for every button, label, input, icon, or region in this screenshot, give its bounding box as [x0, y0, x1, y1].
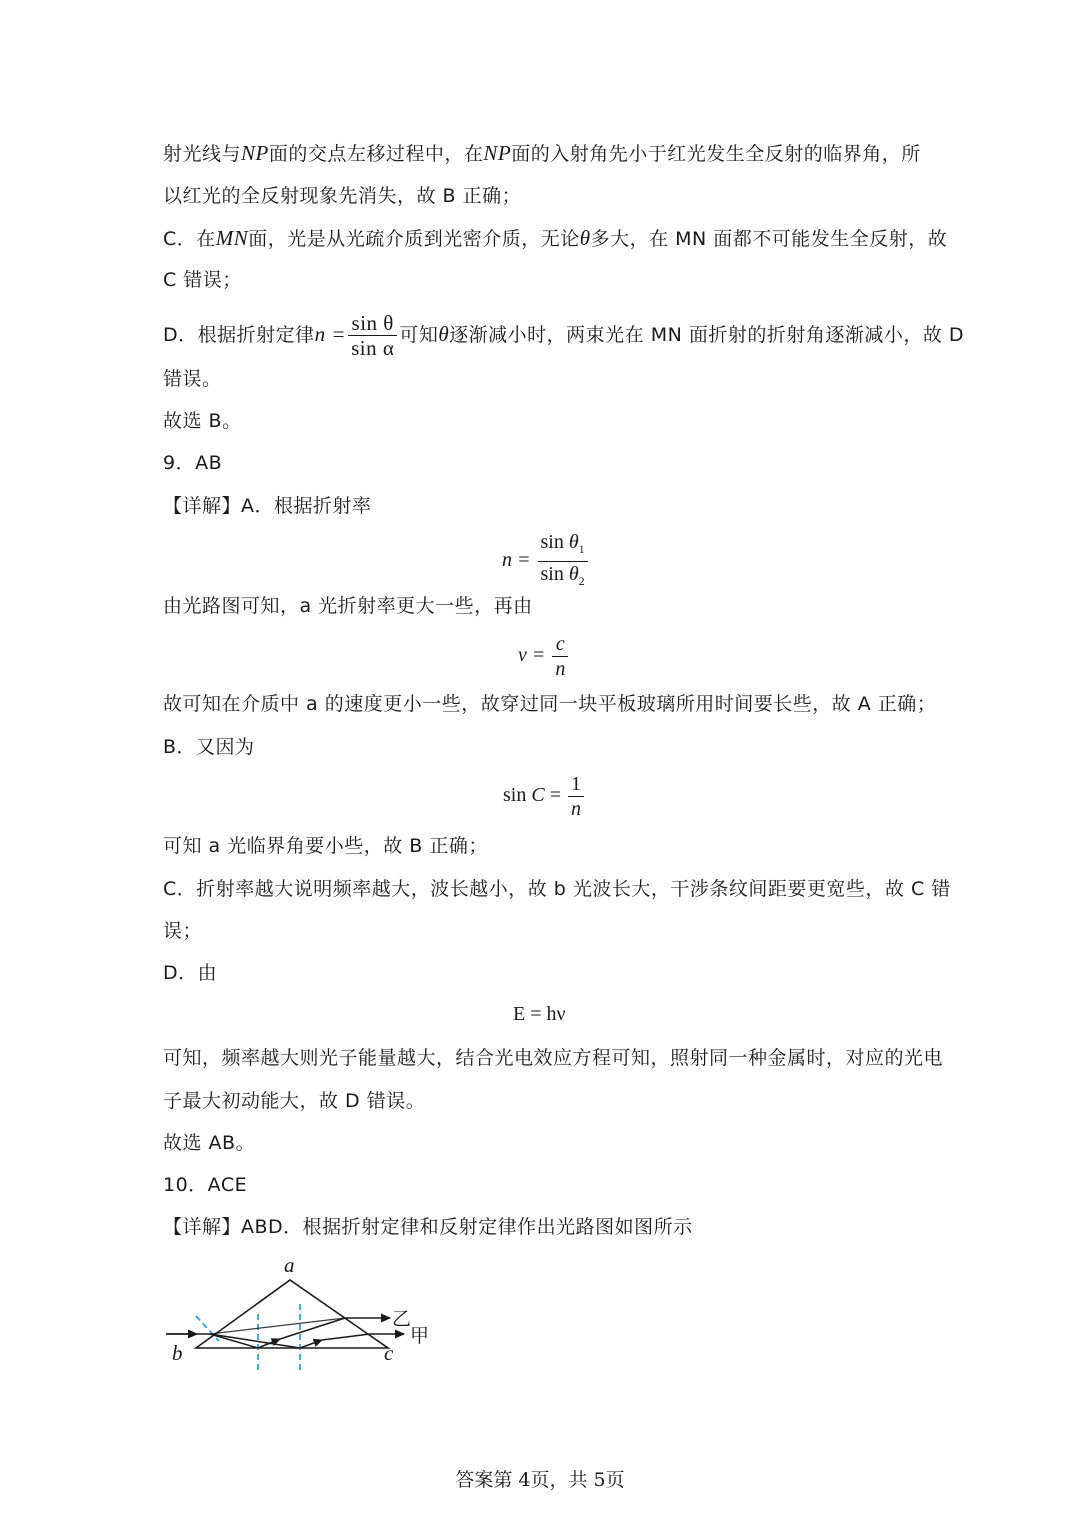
text-line-15: 误；: [163, 920, 203, 942]
text-line-5: D．根据折射定律n = $\frac{\text{sin θ}}{\text{sin α}}$ 可知θ逐渐减小时，两束光在 MN 面折射的折射角逐渐减小，故 D: [163, 311, 965, 360]
text-line-11: 故可知在介质中 a 的速度更小一些，故穿过同一块平板玻璃所用时间要长些，故 A 正确；: [163, 693, 937, 715]
text-line-7: 故选 B。: [163, 410, 242, 432]
equation-critical-angle: sin C = $\frac{1}{n}$: [503, 772, 586, 821]
text-line-13: 可知 a 光临界角要小些，故 B 正确；: [163, 835, 488, 857]
text-line-12: B．又因为: [163, 736, 255, 758]
page-footer: 答案第 4页，共 5页: [455, 1469, 625, 1491]
text-line-19: 故选 AB。: [163, 1132, 256, 1154]
ray-label-jia: 甲: [410, 1325, 430, 1347]
question-10-answer: 10．ACE: [163, 1174, 248, 1196]
vertex-label-a: a: [284, 1253, 295, 1277]
text-line-21: 【详解】ABD．根据折射定律和反射定律作出光路图如图所示: [163, 1216, 693, 1238]
equation-photon-energy: E = hν: [513, 1003, 566, 1025]
refraction-fraction: $\frac{\text{sin θ}}{\text{sin α}}$: [348, 311, 397, 360]
text-line-1: 射光线与NP面的交点左移过程中，在NP面的入射角先小于红光发生全反射的临界角，所: [163, 141, 921, 165]
text-line-14: C．折射率越大说明频率越大，波长越小，故 b 光波长大，干涉条纹间距要更宽些，故 C 错: [163, 878, 951, 900]
text-line-17: 可知，频率越大则光子能量越大，结合光电效应方程可知，照射同一种金属时，对应的光电: [163, 1047, 944, 1069]
normal-line-entry: [196, 1316, 219, 1341]
text-line-6: 错误。: [163, 368, 222, 390]
text-line-9: 【详解】A．根据折射率: [163, 495, 372, 517]
vertex-label-c: c: [384, 1341, 394, 1365]
text-line-10: 由光路图可知，a 光折射率更大一些，再由: [163, 595, 533, 617]
ray-label-yi: 乙: [392, 1308, 412, 1330]
equation-refractive-index: n = $\frac{\sin \theta_1}{\sin \theta_2}$: [502, 530, 590, 593]
text-line-4: C 错误；: [163, 269, 242, 291]
ray-jia-path: [210, 1334, 300, 1348]
text-line-2: 以红光的全反射现象先消失，故 B 正确；: [163, 185, 522, 207]
text-line-3: C．在MN面，光是从光疏介质到光密介质，无论θ多大，在 MN 面都不可能发生全反射，故: [163, 226, 948, 250]
question-9-answer: 9．AB: [163, 452, 223, 474]
vertex-label-b: b: [172, 1341, 183, 1365]
text-line-16: D．由: [163, 962, 218, 984]
text-line-18: 子最大初动能大，故 D 错误。: [163, 1090, 426, 1112]
equation-speed: v = $\frac{c}{n}$: [518, 632, 570, 681]
